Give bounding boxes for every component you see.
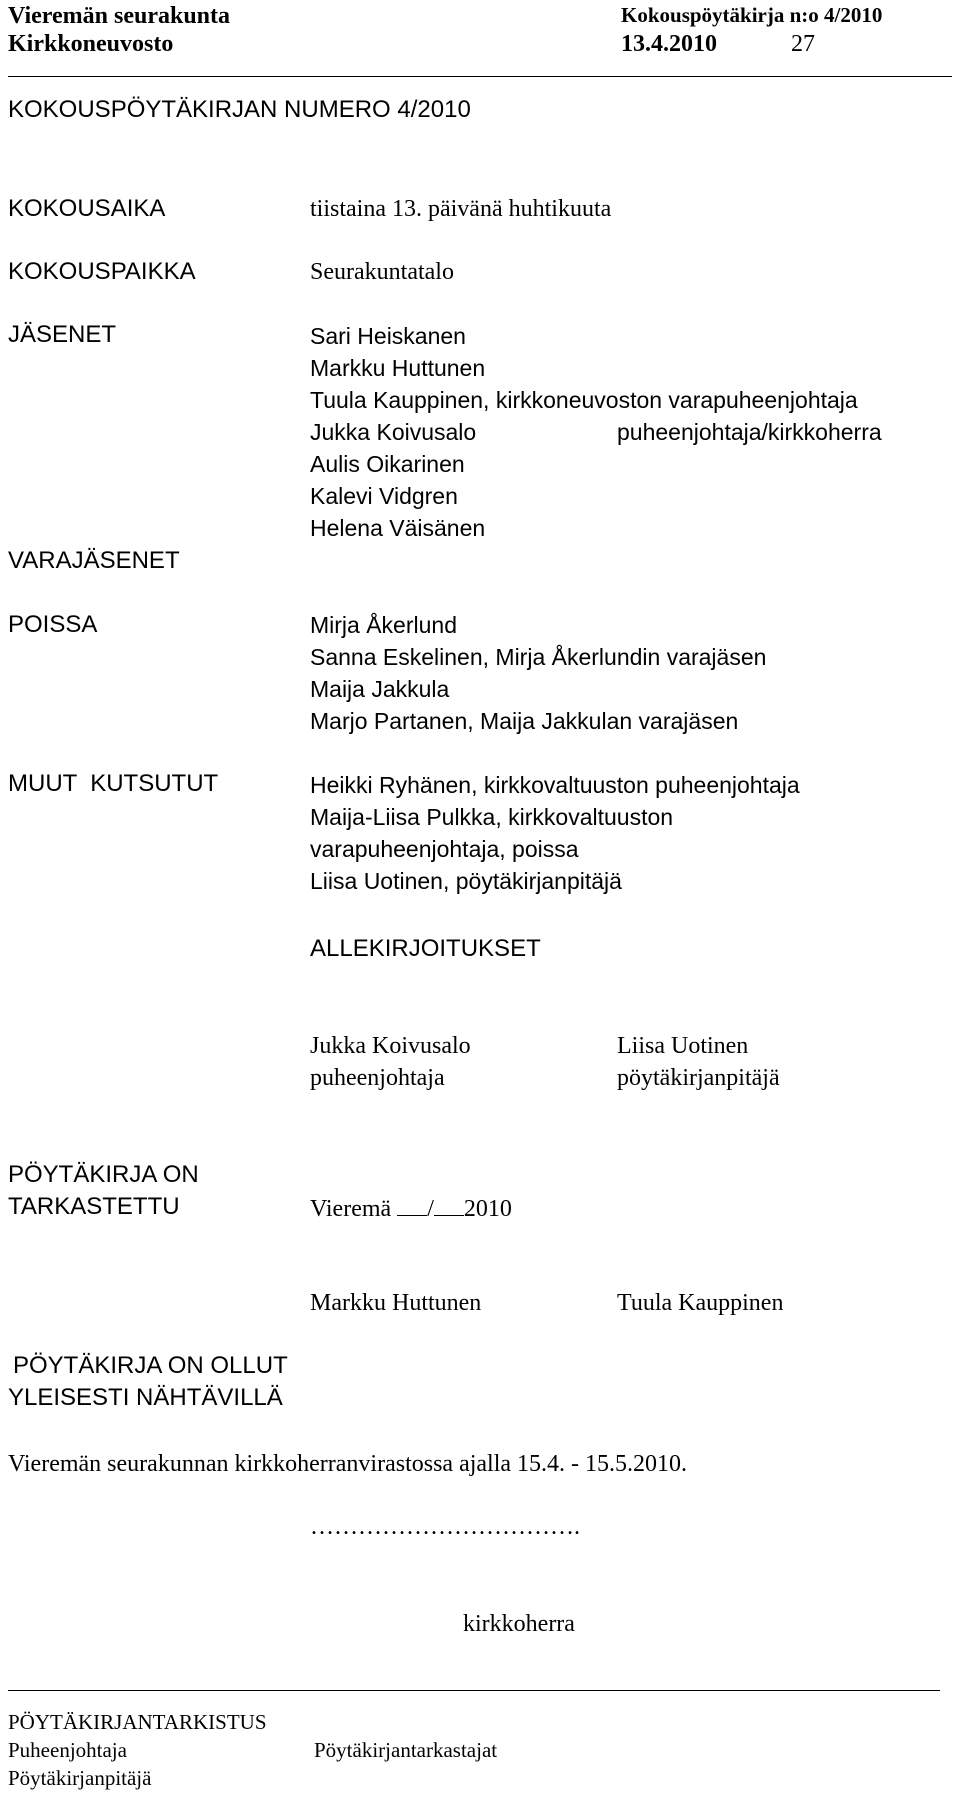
label-poissa: POISSA <box>8 611 98 638</box>
meeting-date: 13.4.2010 <box>621 31 717 57</box>
tarkastettu-place-date: Vieremä / 2010 <box>310 1196 512 1222</box>
page-number: 27 <box>791 31 815 57</box>
kirkkoherra-label: kirkkoherra <box>463 1611 575 1637</box>
footer-chair: Puheenjohtaja <box>8 1738 127 1762</box>
member-item: Helena Väisänen <box>310 515 486 541</box>
org-name: Vieremän seurakunta <box>8 3 230 29</box>
year: 2010 <box>463 1196 512 1222</box>
label-kokouspaikka: KOKOUSPAIKKA <box>8 258 196 285</box>
absent-item: Marjo Partanen, Maija Jakkulan varajäsen <box>310 708 739 734</box>
absent-item: Maija Jakkula <box>310 676 450 702</box>
footer-title: PÖYTÄKIRJANTARKISTUS <box>8 1710 267 1734</box>
kokouspaikka-value: Seurakuntatalo <box>310 259 454 285</box>
invited-item: varapuheenjohtaja, poissa <box>310 836 579 862</box>
member-item: Kalevi Vidgren <box>310 483 458 509</box>
footer-rule <box>8 1690 940 1691</box>
signatures-heading: ALLEKIRJOITUKSET <box>310 935 541 962</box>
label-muut-kutsutut: MUUT KUTSUTUT <box>8 770 219 797</box>
label-jasenet: JÄSENET <box>8 321 117 348</box>
day-blank <box>397 1195 427 1216</box>
member-item: Tuula Kauppinen, kirkkoneuvoston varapuheenjohtaja <box>310 387 858 413</box>
member-role: puheenjohtaja/kirkkoherra <box>617 419 882 445</box>
place: Vieremä <box>310 1196 392 1222</box>
absent-item: Mirja Åkerlund <box>310 612 457 638</box>
member-item: Aulis Oikarinen <box>310 451 465 477</box>
footer-secretary: Pöytäkirjanpitäjä <box>8 1766 152 1790</box>
body-name: Kirkkoneuvosto <box>8 31 174 57</box>
nahtavilla-label-1: PÖYTÄKIRJA ON OLLUT <box>13 1352 288 1379</box>
absent-item: Sanna Eskelinen, Mirja Åkerlundin varajäsen <box>310 644 767 670</box>
kokousaika-value: tiistaina 13. päivänä huhtikuuta <box>310 196 612 222</box>
checker-2: Tuula Kauppinen <box>617 1290 784 1316</box>
secretary-name: Liisa Uotinen <box>617 1033 749 1059</box>
member-item: Jukka Koivusalo <box>310 419 477 445</box>
member-item: Markku Huttunen <box>310 355 486 381</box>
label-varajasenet: VARAJÄSENET <box>8 547 180 574</box>
tarkastettu-label-2: TARKASTETTU <box>8 1193 180 1220</box>
chair-role: puheenjohtaja <box>310 1065 445 1091</box>
nahtavilla-text: Vieremän seurakunnan kirkkoherranvirastossa ajalla 15.4. - 15.5.2010. <box>8 1451 688 1477</box>
invited-item: Maija-Liisa Pulkka, kirkkovaltuuston <box>310 804 674 830</box>
member-item: Sari Heiskanen <box>310 323 466 349</box>
checker-1: Markku Huttunen <box>310 1290 482 1316</box>
doc-reference: Kokouspöytäkirja n:o 4/2010 <box>621 3 883 27</box>
secretary-role: pöytäkirjanpitäjä <box>617 1065 780 1091</box>
signature-dots: ……………………………. <box>310 1514 580 1540</box>
header-rule <box>8 76 952 77</box>
invited-item: Heikki Ryhänen, kirkkovaltuuston puheenjohtaja <box>310 772 800 798</box>
footer-checkers: Pöytäkirjantarkastajat <box>314 1738 498 1762</box>
chair-name: Jukka Koivusalo <box>310 1033 471 1059</box>
tarkastettu-label-1: PÖYTÄKIRJA ON <box>8 1161 199 1188</box>
nahtavilla-label-2: YLEISESTI NÄHTÄVILLÄ <box>8 1384 283 1411</box>
document-title: KOKOUSPÖYTÄKIRJAN NUMERO 4/2010 <box>8 96 471 123</box>
label-kokousaika: KOKOUSAIKA <box>8 195 166 222</box>
month-blank <box>434 1195 464 1216</box>
invited-item: Liisa Uotinen, pöytäkirjanpitäjä <box>310 868 622 894</box>
